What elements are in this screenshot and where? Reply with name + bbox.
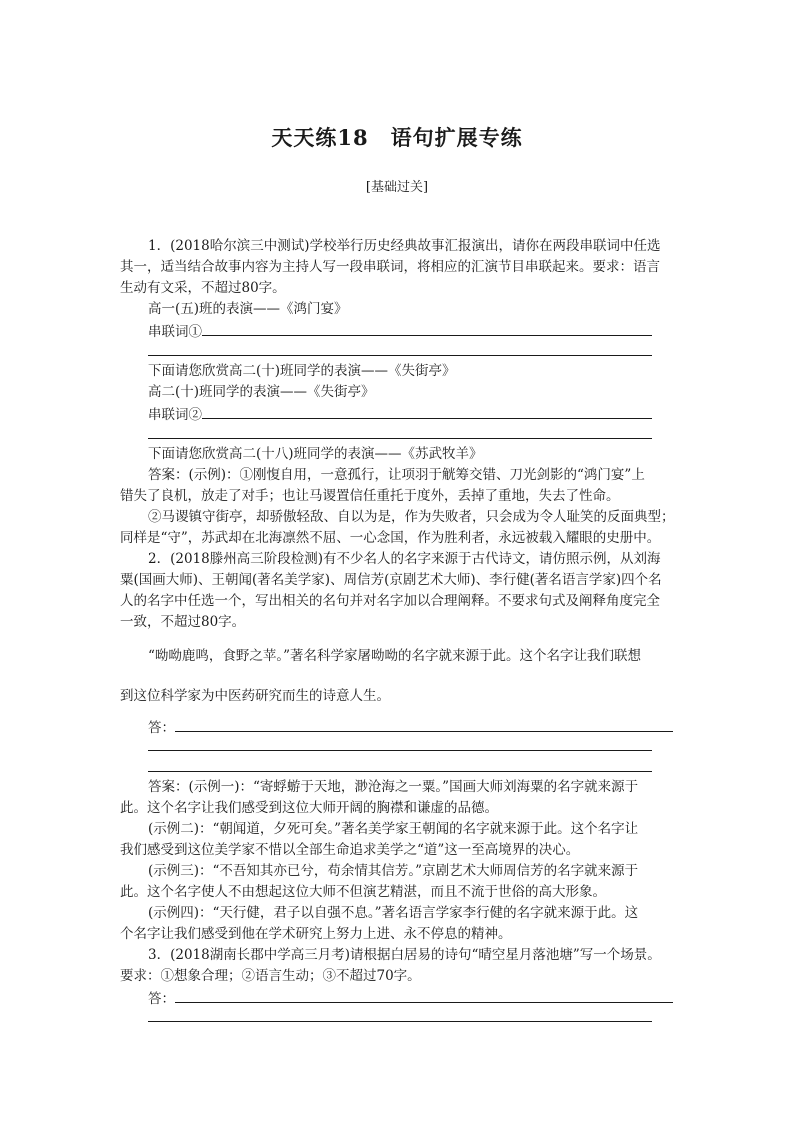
answer-line[interactable] [148,1021,652,1022]
section-heading: [基础过关] [365,180,429,195]
q1-next-2: 下面请您欣赏高二(十八)班同学的表演——《苏武牧羊》 [148,446,483,462]
q1-answer-1: 答案：(示例)：①刚愎自用，一意孤行，让项羽于觥筹交错、刀光剑影的“鸿门宴”上 [148,467,645,483]
q2-key-8: 个名字让我们感受到他在学术研究上努力上进、永不停息的精神。 [120,926,512,942]
q2-example-2: 到这位科学家为中医药研究而生的诗意人生。 [120,688,390,704]
q2-line-2: 粟(国画大师)、王朝闻(著名美学家)、周信芳(京剧艺术大师)、李行健(著名语言学家)四个名 [120,572,662,588]
q1-link-2-label: 串联词② [148,407,202,423]
q2-line-4: 一致，不超过80字。 [120,614,246,630]
q2-line-1: 2．(2018滕州高三阶段检测)有不少名人的名字来源于古代诗文，请仿照示例，从刘海 [148,551,661,567]
answer-blank[interactable] [175,987,673,1003]
answer-line[interactable] [148,438,652,439]
q1-line-2: 其一，适当结合故事内容为主持人写一段串联词，将相应的汇演节目串联起来。要求：语言 [120,259,660,275]
q1-link-1-label: 串联词① [148,324,202,340]
q2-key-5: (示例三)：“不吾知其亦已兮，苟余情其信芳。”京剧艺术大师周信芳的名字就来源于 [148,863,639,879]
q1-answer-2: 错失了良机，放走了对手；也让马谡置信任重托于度外，丢掉了重地，失去了性命。 [120,488,620,504]
answer-line[interactable] [148,355,652,356]
q3-line-2: 要求：①想象合理；②语言生动；③不超过70字。 [120,968,421,984]
q3-answer-row [148,987,708,1009]
q1-show-1: 高一(五)班的表演——《鸿门宴》 [148,301,348,317]
q3-answer-label: 答： [148,991,175,1007]
q1-line-3: 生动有文采，不超过80字。 [120,280,286,296]
q2-key-7: (示例四)：“天行健，君子以自强不息。”著名语言学家李行健的名字就来源于此。这 [148,905,639,921]
answer-blank[interactable] [202,320,652,336]
q1-answer-3: ②马谡镇守街亭，却骄傲轻敌、自以为是，作为失败者，只会成为令人耻笑的反面典型； [148,509,675,525]
q2-key-2: 此。这个名字让我们感受到这位大师开阔的胸襟和谦虚的品德。 [120,800,498,816]
q2-key-1: 答案：(示例一)：“寄蜉蝣于天地，渺沧海之一粟。”国画大师刘海粟的名字就来源于 [148,779,639,795]
q1-link-1-row [148,320,708,342]
answer-line[interactable] [148,750,652,751]
page-title: 天天练18 语句扩展专练 [271,125,523,150]
answer-blank[interactable] [202,403,652,419]
q1-answer-4: 同样是“守”，苏武却在北海凛然不屈、一心念国，作为胜利者，永远被载入耀眼的史册中。 [120,530,661,546]
q1-next-1: 下面请您欣赏高二(十)班同学的表演——《失街亭》 [148,363,456,379]
q2-key-3: (示例二)：“朝闻道，夕死可矣。”著名美学家王朝闻的名字就来源于此。这个名字让 [148,821,639,837]
q2-line-3: 人的名字中任选一个，写出相关的名句并对名字加以合理阐释。不要求句式及阐释角度完全 [120,593,660,609]
answer-line[interactable] [148,771,652,772]
answer-blank[interactable] [175,716,673,732]
q1-link-2-row [148,403,708,425]
q2-answer-row [148,716,708,738]
q3-line-1: 3．(2018湖南长郡中学高三月考)请根据白居易的诗句“晴空星月落池塘”写一个场景。 [148,947,661,963]
q2-key-4: 我们感受到这位美学家不惜以全部生命追求美学之“道”这一至高境界的决心。 [120,842,580,858]
q1-line-1: 1．(2018哈尔滨三中测试)学校举行历史经典故事汇报演出，请你在两段串联词中任选 [148,238,661,254]
q2-key-6: 此。这个名字使人不由想起这位大师不但演艺精湛，而且不流于世俗的高大形象。 [120,884,606,900]
q2-answer-label: 答： [148,720,175,736]
q2-example-1: “呦呦鹿鸣，食野之苹。”著名科学家屠呦呦的名字就来源于此。这个名字让我们联想 [148,648,642,664]
q1-show-2: 高二(十)班同学的表演——《失街亭》 [148,384,375,400]
